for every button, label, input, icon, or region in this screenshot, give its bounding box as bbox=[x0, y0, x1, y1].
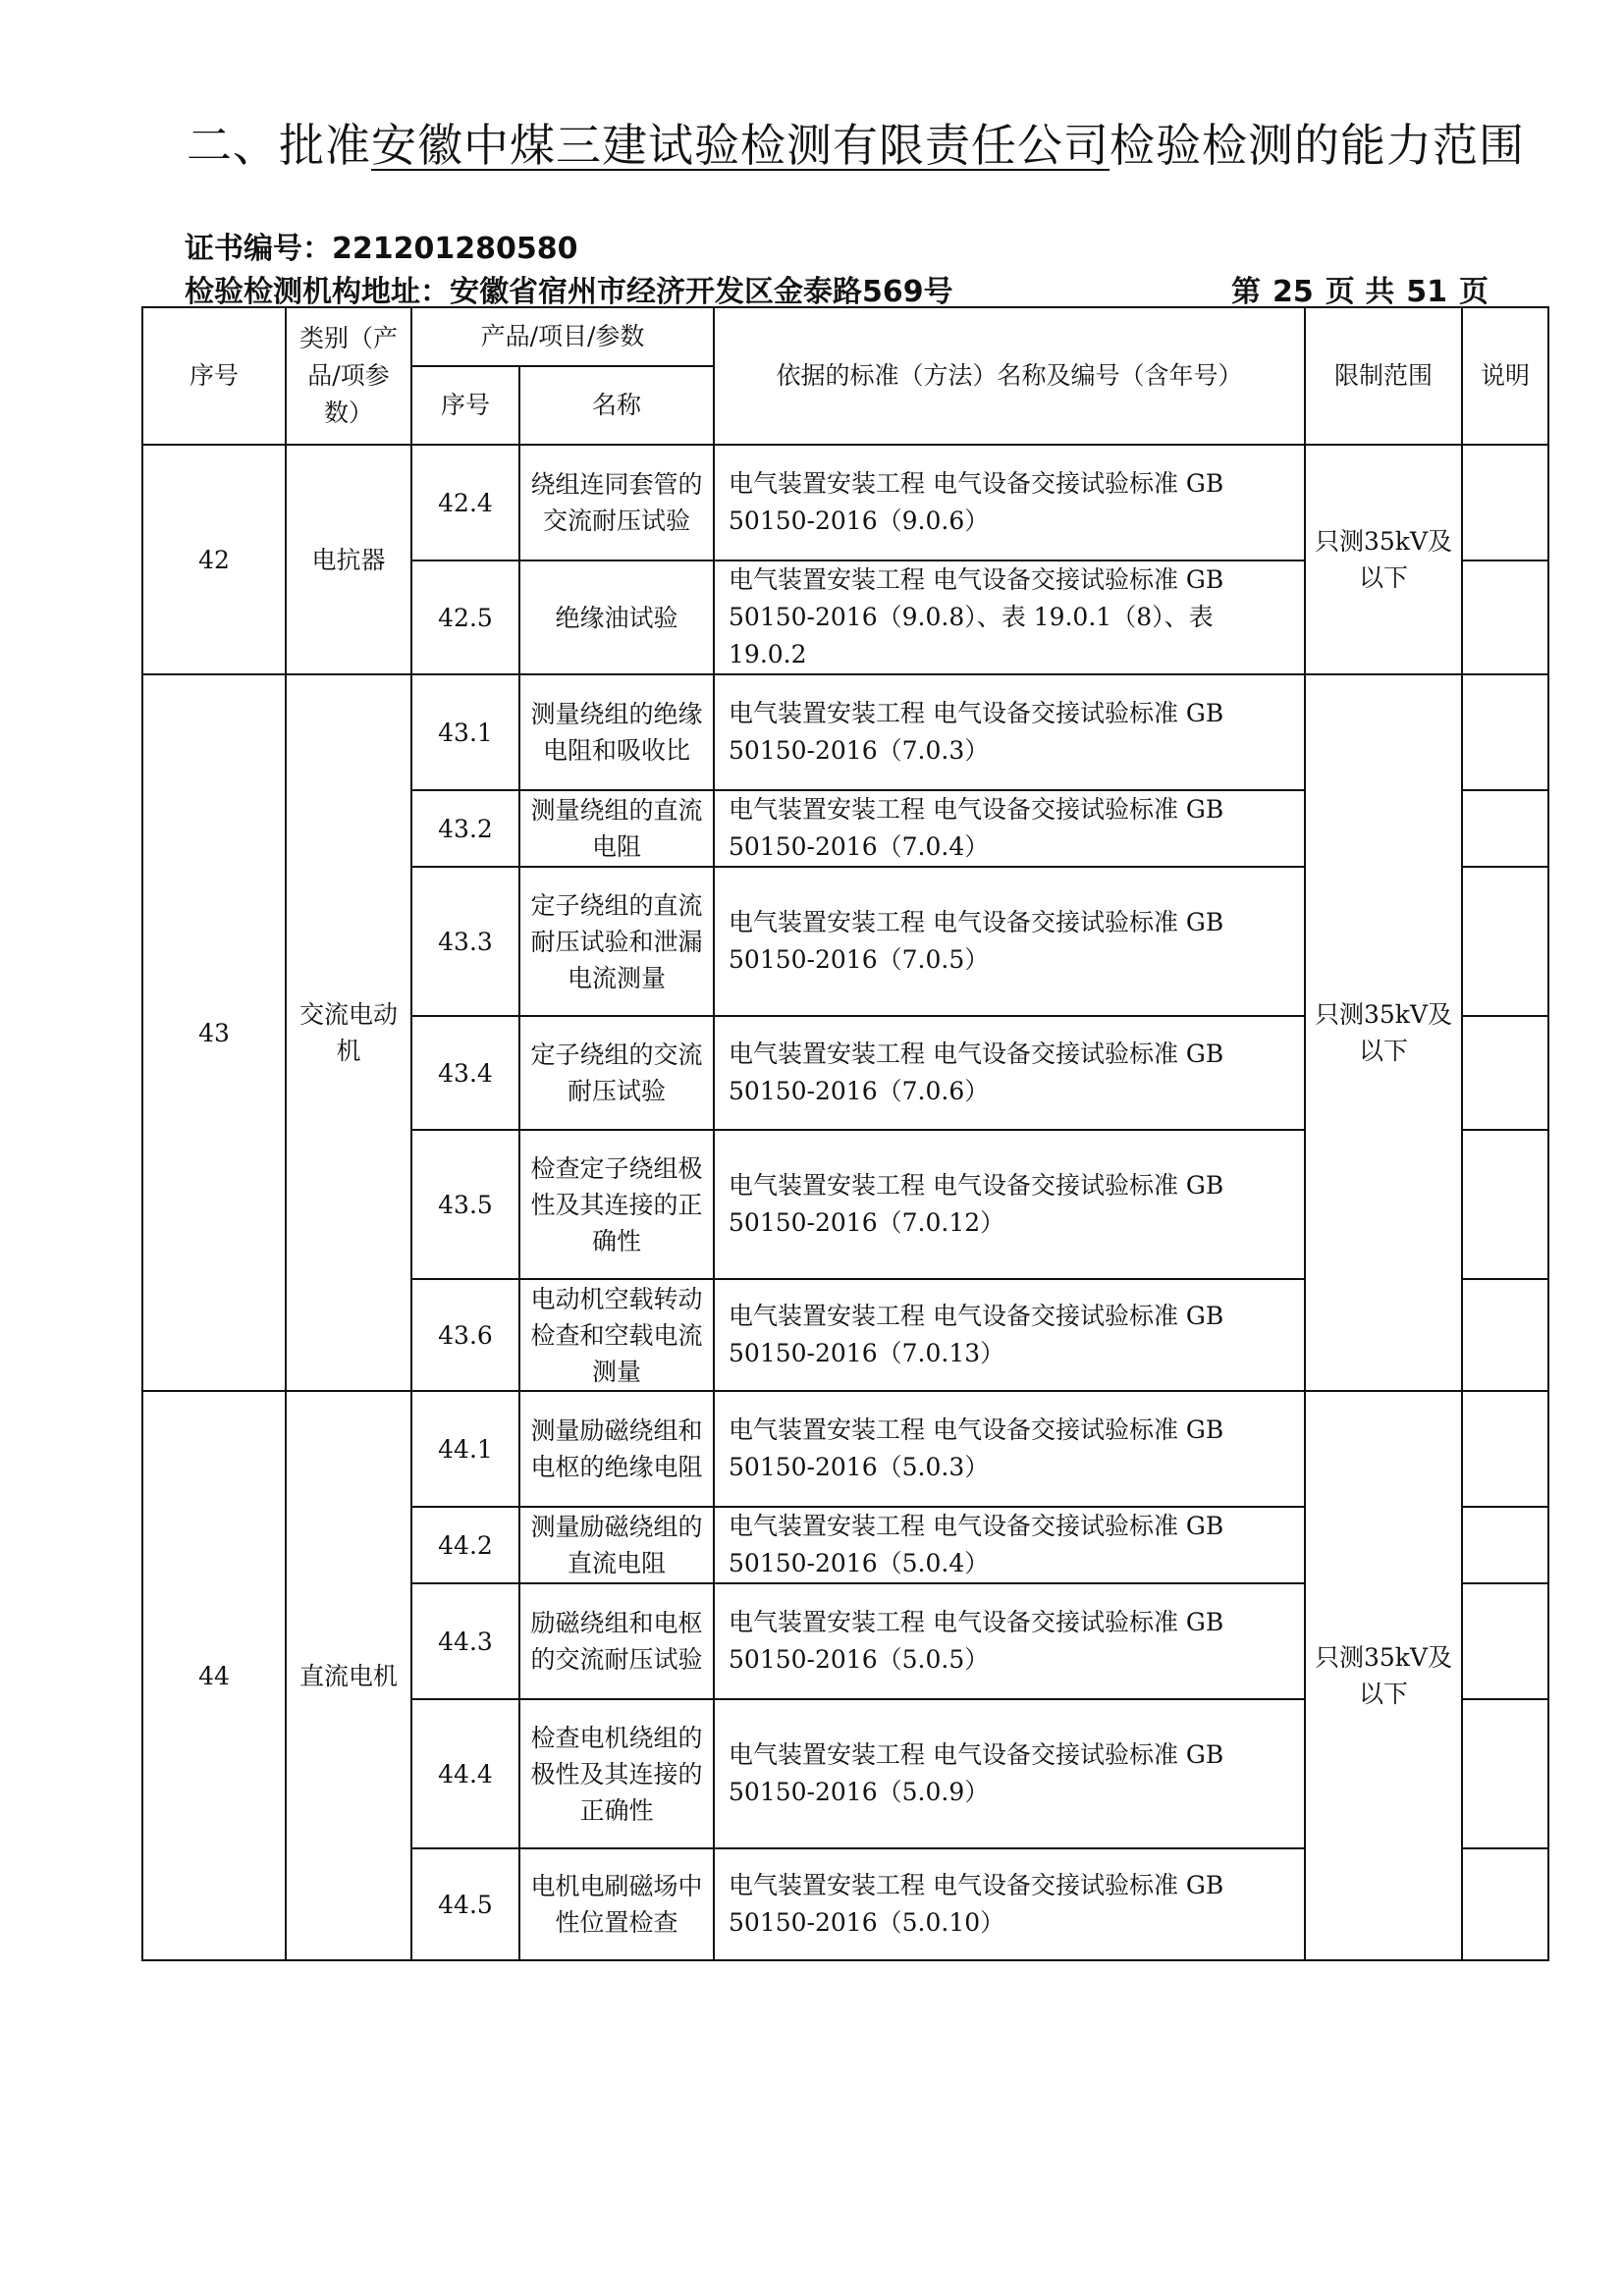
item-name: 励磁绕组和电枢的交流耐压试验 bbox=[519, 1583, 714, 1699]
col-note: 说明 bbox=[1462, 307, 1548, 445]
col-item-seq: 序号 bbox=[411, 366, 519, 445]
page-number: 25 bbox=[1272, 275, 1314, 309]
item-seq: 43.2 bbox=[411, 790, 519, 867]
group-limit: 只测35kV及以下 bbox=[1305, 445, 1462, 674]
table-row bbox=[142, 445, 1548, 561]
group-seq: 43 bbox=[142, 674, 286, 1391]
item-seq: 43.3 bbox=[411, 867, 519, 1016]
item-name: 定子绕组的直流耐压试验和泄漏电流测量 bbox=[519, 867, 714, 1016]
item-note bbox=[1462, 1016, 1548, 1130]
group-category: 交流电动机 bbox=[286, 674, 411, 1391]
item-name: 测量励磁绕组的直流电阻 bbox=[519, 1507, 714, 1583]
item-name: 检查电机绕组的极性及其连接的正确性 bbox=[519, 1699, 714, 1848]
item-seq: 44.1 bbox=[411, 1391, 519, 1507]
item-seq: 43.4 bbox=[411, 1016, 519, 1130]
item-name: 电动机空载转动检查和空载电流测量 bbox=[519, 1279, 714, 1391]
item-name: 检查定子绕组极性及其连接的正确性 bbox=[519, 1130, 714, 1279]
cert-label: 证书编号： bbox=[185, 232, 332, 266]
item-seq: 42.4 bbox=[411, 445, 519, 561]
page-label-3: 页 bbox=[1458, 275, 1489, 309]
item-name: 绝缘油试验 bbox=[519, 561, 714, 674]
address-value: 安徽省宿州市经济开发区金泰路569号 bbox=[450, 275, 953, 309]
page-total: 51 bbox=[1406, 275, 1447, 309]
item-note bbox=[1462, 561, 1548, 674]
item-seq: 44.2 bbox=[411, 1507, 519, 1583]
item-note bbox=[1462, 674, 1548, 790]
item-standard: 电气装置安装工程 电气设备交接试验标准 GB 50150-2016（5.0.10） bbox=[714, 1848, 1305, 1960]
col-item-group: 产品/项目/参数 bbox=[411, 307, 714, 366]
col-limit: 限制范围 bbox=[1305, 307, 1462, 445]
item-seq: 44.3 bbox=[411, 1583, 519, 1699]
item-name: 测量绕组的直流电阻 bbox=[519, 790, 714, 867]
col-category: 类别（产品/项参数） bbox=[286, 307, 411, 445]
item-note bbox=[1462, 790, 1548, 867]
cert-number: 221201280580 bbox=[332, 232, 578, 266]
item-note bbox=[1462, 1391, 1548, 1507]
capability-table bbox=[141, 306, 1549, 1961]
title-suffix: 检验检测的能力范围 bbox=[1110, 119, 1525, 172]
item-standard: 电气装置安装工程 电气设备交接试验标准 GB 50150-2016（9.0.6） bbox=[714, 445, 1305, 561]
item-note bbox=[1462, 1583, 1548, 1699]
item-standard: 电气装置安装工程 电气设备交接试验标准 GB 50150-2016（7.0.4） bbox=[714, 790, 1305, 867]
item-standard: 电气装置安装工程 电气设备交接试验标准 GB 50150-2016（7.0.5） bbox=[714, 867, 1305, 1016]
org-name: 安徽中煤三建试验检测有限责任公司 bbox=[371, 119, 1110, 172]
item-seq: 44.4 bbox=[411, 1699, 519, 1848]
group-limit: 只测35kV及以下 bbox=[1305, 1391, 1462, 1960]
item-standard: 电气装置安装工程 电气设备交接试验标准 GB 50150-2016（7.0.6） bbox=[714, 1016, 1305, 1130]
item-standard: 电气装置安装工程 电气设备交接试验标准 GB 50150-2016（9.0.8）、表 19.0.1（8）、表 19.0.2 bbox=[714, 561, 1305, 674]
item-name: 电机电刷磁场中性位置检查 bbox=[519, 1848, 714, 1960]
item-name: 测量绕组的绝缘电阻和吸收比 bbox=[519, 674, 714, 790]
item-note bbox=[1462, 1848, 1548, 1960]
group-category: 电抗器 bbox=[286, 445, 411, 674]
col-item-name: 名称 bbox=[519, 366, 714, 445]
item-seq: 42.5 bbox=[411, 561, 519, 674]
address-line bbox=[185, 267, 953, 310]
item-note bbox=[1462, 445, 1548, 561]
group-seq: 44 bbox=[142, 1391, 286, 1960]
item-standard: 电气装置安装工程 电气设备交接试验标准 GB 50150-2016（5.0.5） bbox=[714, 1583, 1305, 1699]
col-seq: 序号 bbox=[142, 307, 286, 445]
certificate-line bbox=[185, 224, 578, 267]
item-name: 定子绕组的交流耐压试验 bbox=[519, 1016, 714, 1130]
address-label: 检验检测机构地址： bbox=[185, 275, 450, 309]
item-name: 绕组连同套管的交流耐压试验 bbox=[519, 445, 714, 561]
item-seq: 43.1 bbox=[411, 674, 519, 790]
group-category: 直流电机 bbox=[286, 1391, 411, 1960]
table-row bbox=[142, 1391, 1548, 1507]
item-note bbox=[1462, 1279, 1548, 1391]
item-standard: 电气装置安装工程 电气设备交接试验标准 GB 50150-2016（7.0.3） bbox=[714, 674, 1305, 790]
item-note bbox=[1462, 1699, 1548, 1848]
col-standard: 依据的标准（方法）名称及编号（含年号） bbox=[714, 307, 1305, 445]
group-seq: 42 bbox=[142, 445, 286, 674]
table-row bbox=[142, 674, 1548, 790]
item-note bbox=[1462, 1130, 1548, 1279]
title-prefix: 二、批准 bbox=[187, 119, 371, 172]
page-indicator bbox=[1225, 267, 1494, 310]
item-standard: 电气装置安装工程 电气设备交接试验标准 GB 50150-2016（5.0.3） bbox=[714, 1391, 1305, 1507]
page-label-1: 第 bbox=[1231, 275, 1261, 309]
item-note bbox=[1462, 867, 1548, 1016]
page-title bbox=[187, 110, 1525, 175]
item-note bbox=[1462, 1507, 1548, 1583]
item-seq: 43.6 bbox=[411, 1279, 519, 1391]
page-label-2: 页 共 bbox=[1325, 275, 1395, 309]
item-seq: 43.5 bbox=[411, 1130, 519, 1279]
item-seq: 44.5 bbox=[411, 1848, 519, 1960]
item-name: 测量励磁绕组和电枢的绝缘电阻 bbox=[519, 1391, 714, 1507]
group-limit: 只测35kV及以下 bbox=[1305, 674, 1462, 1391]
item-standard: 电气装置安装工程 电气设备交接试验标准 GB 50150-2016（7.0.12） bbox=[714, 1130, 1305, 1279]
item-standard: 电气装置安装工程 电气设备交接试验标准 GB 50150-2016（7.0.13） bbox=[714, 1279, 1305, 1391]
item-standard: 电气装置安装工程 电气设备交接试验标准 GB 50150-2016（5.0.9） bbox=[714, 1699, 1305, 1848]
item-standard: 电气装置安装工程 电气设备交接试验标准 GB 50150-2016（5.0.4） bbox=[714, 1507, 1305, 1583]
